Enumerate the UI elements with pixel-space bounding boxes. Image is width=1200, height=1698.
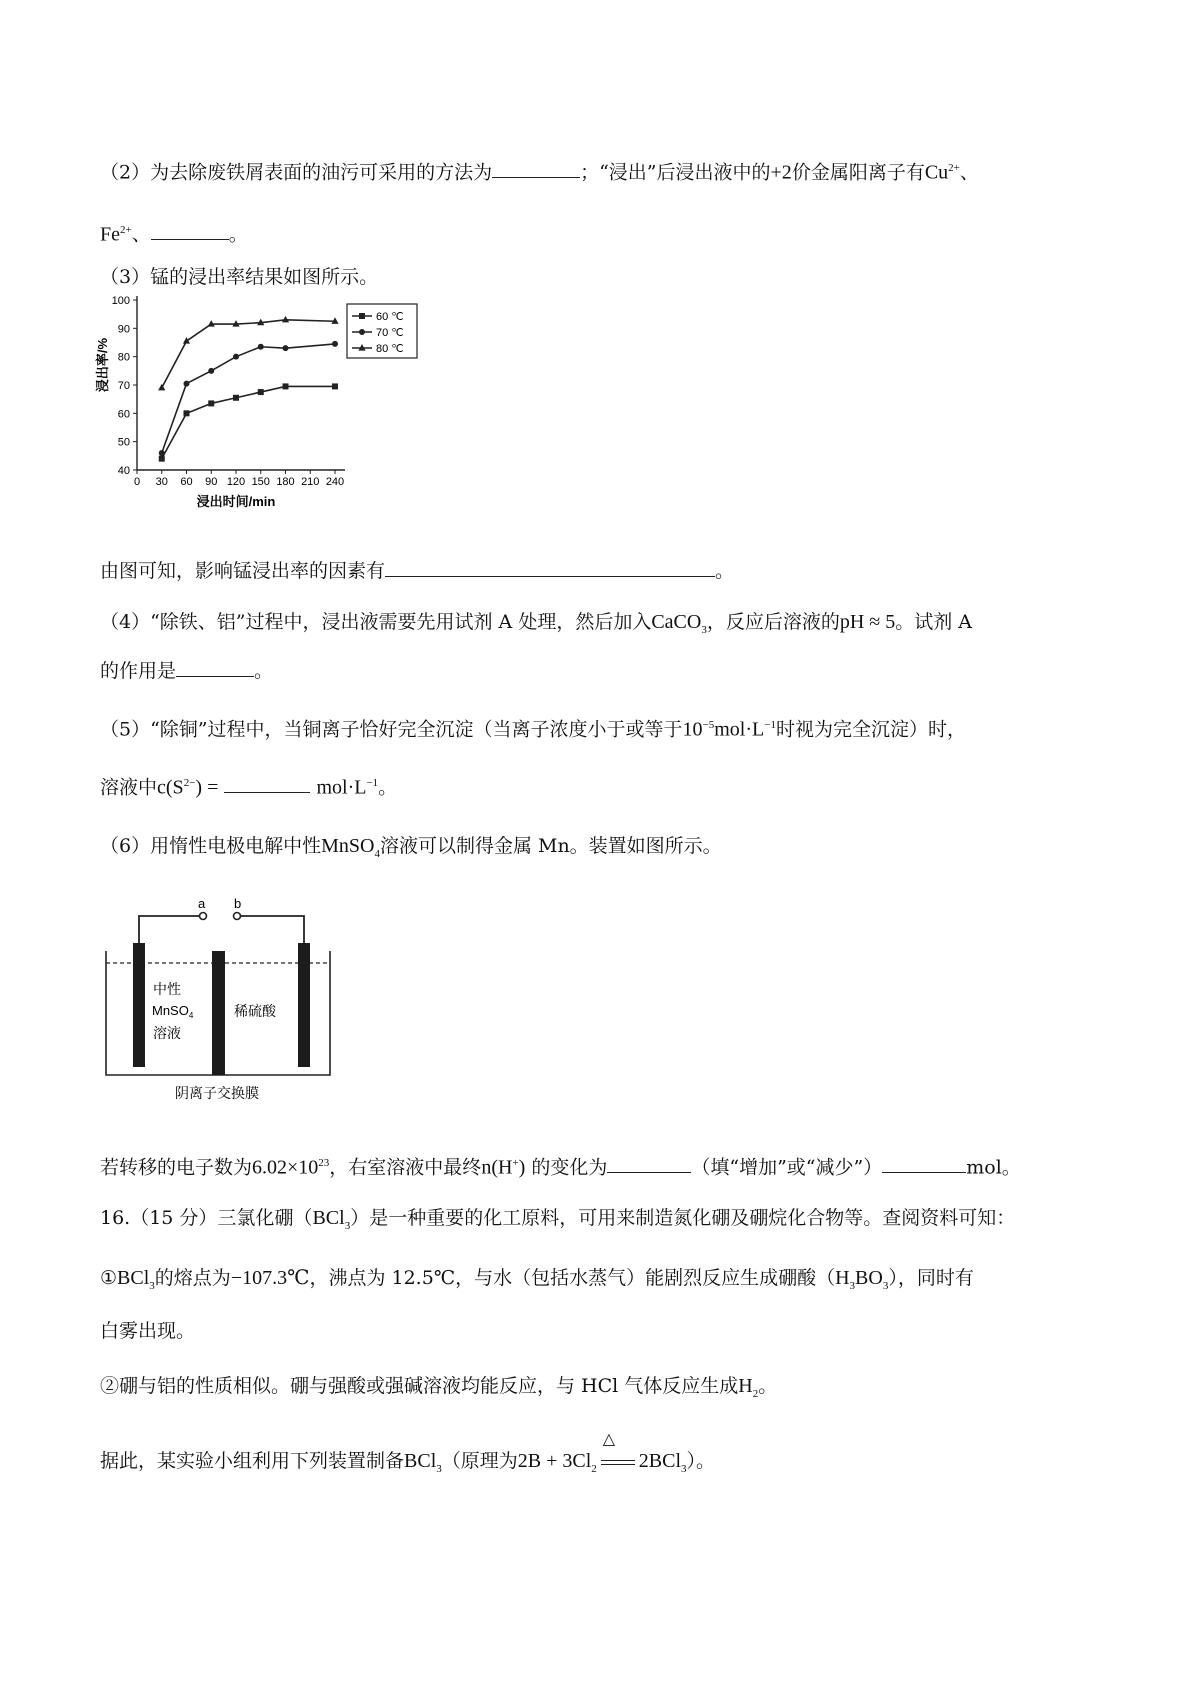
- data-point-s1: [208, 368, 214, 374]
- membrane-label: 阴离子交换膜: [175, 1085, 259, 1101]
- text: 、: [959, 161, 979, 184]
- text: 的熔点为: [154, 1267, 231, 1289]
- text: 。: [228, 223, 248, 246]
- answer-blank[interactable]: [151, 221, 229, 240]
- q4-line2: [100, 658, 273, 684]
- answer-blank[interactable]: [385, 558, 715, 577]
- answer-blank[interactable]: [176, 658, 254, 677]
- data-point-s1: [283, 345, 289, 351]
- q16-line-principle: [100, 1429, 716, 1482]
- formula: H: [835, 1267, 850, 1289]
- text: 。: [254, 660, 274, 682]
- legend-marker: [359, 329, 365, 335]
- answer-blank[interactable]: [882, 1154, 966, 1173]
- answer-blank[interactable]: [492, 159, 580, 178]
- legend-label: 70 ℃: [376, 327, 404, 339]
- superscript: 2−: [183, 777, 196, 789]
- y-tick-label: 70: [117, 380, 130, 392]
- left-chamber-label-3: 溶液: [153, 1025, 181, 1041]
- text: （填“增加”或“减少”）: [691, 1156, 883, 1179]
- charge: +2: [770, 161, 792, 184]
- terminal-a[interactable]: [200, 913, 207, 920]
- text: 由图可知，影响锰浸出率的因素有: [100, 560, 386, 582]
- formula: BCl: [117, 1267, 150, 1289]
- text: 溶液中: [100, 776, 158, 799]
- text: 的变化为: [531, 1156, 608, 1179]
- text: 价金属阳离子有: [791, 161, 925, 184]
- series-line-0: [162, 386, 335, 458]
- data-point-s0: [283, 383, 289, 389]
- q16-point1: [100, 1265, 974, 1299]
- text: ，沸点为 12.5℃，与水（包括水蒸气）能剧烈反应生成硼酸（: [309, 1267, 836, 1289]
- subscript: 3: [681, 1462, 687, 1475]
- text: mol。: [966, 1156, 1021, 1179]
- subscript: 3: [436, 1462, 442, 1475]
- text: （原理为: [441, 1450, 518, 1472]
- ion-charge: 2+: [120, 224, 132, 236]
- superscript: 23: [318, 1157, 330, 1169]
- subscript: 3: [882, 1279, 889, 1292]
- text: 。: [758, 1375, 778, 1397]
- answer-blank[interactable]: [224, 774, 310, 793]
- formula: c(S: [157, 776, 184, 799]
- x-tick-label: 180: [276, 476, 295, 488]
- right-chamber-label: 稀硫酸: [234, 1003, 276, 1019]
- ion: Cu: [924, 161, 949, 184]
- formula: BCl: [404, 1450, 437, 1472]
- q16-point2: [100, 1373, 777, 1407]
- q2-line2: [100, 217, 248, 247]
- y-tick-label: 40: [117, 465, 130, 477]
- q5-line2: [100, 770, 397, 800]
- terminal-b-label: b: [234, 896, 242, 911]
- formula: ) =: [195, 776, 219, 799]
- subscript: 3: [149, 1279, 155, 1292]
- text: ）是一种重要的化工原料，可用来制造氮化硼及硼烷化合物等。查阅资料可知：: [350, 1207, 1016, 1229]
- formula: n(H: [481, 1156, 513, 1179]
- formula: MnSO: [321, 835, 375, 857]
- data-point-s2: [158, 384, 165, 391]
- data-point-s0: [184, 410, 190, 416]
- chart-svg: [95, 292, 425, 550]
- formula: H: [738, 1375, 753, 1397]
- data-point-s1: [258, 344, 264, 350]
- y-tick-label: 80: [117, 351, 130, 364]
- text: 、: [131, 223, 151, 246]
- unit: mol·L: [714, 718, 765, 741]
- answer-blank[interactable]: [607, 1154, 691, 1173]
- legend-label: 60 ℃: [376, 311, 404, 323]
- text: （5）“除铜”过程中，当铜离子恰好完全沉淀（当离子浓度小于或等于: [100, 718, 683, 741]
- terminal-a-label: a: [198, 896, 206, 911]
- unit: mol·L: [316, 776, 367, 799]
- x-tick-label: 60: [180, 476, 193, 488]
- data-point-s0: [159, 456, 165, 462]
- q16-point1-cont: 白雾出现。: [100, 1320, 196, 1342]
- text: 。: [715, 560, 735, 582]
- legend-marker: [359, 313, 365, 319]
- text: ①: [100, 1267, 118, 1289]
- y-tick-label: 50: [117, 436, 130, 449]
- q2-line1: [100, 155, 979, 185]
- text: 。试剂 A: [895, 611, 973, 633]
- left-electrode: [133, 943, 145, 1067]
- superscript: −1: [366, 777, 379, 789]
- data-point-s2: [183, 337, 190, 344]
- x-axis-label: 浸出时间/min: [196, 494, 276, 509]
- x-tick-label: 0: [133, 476, 141, 488]
- terminal-b[interactable]: [234, 913, 241, 920]
- q3-line: [100, 558, 734, 584]
- formula: ): [518, 1156, 526, 1179]
- data-point-s1: [159, 450, 165, 456]
- subscript: 2: [591, 1462, 597, 1475]
- data-point-s1: [233, 354, 239, 360]
- legend-label: 80 ℃: [376, 343, 404, 355]
- formula: CaCO: [651, 611, 702, 633]
- text: （4）“除铁、铝”过程中，浸出液需要先用试剂 A 处理，然后加入: [100, 611, 652, 633]
- formula: 10: [682, 718, 703, 741]
- subscript: 3: [849, 1279, 856, 1292]
- data-point-s1: [332, 341, 338, 347]
- text: ），同时有: [888, 1267, 974, 1289]
- text: ，右室溶液中最终: [329, 1156, 482, 1179]
- x-tick-label: 120: [226, 476, 246, 488]
- anion-exchange-membrane: [212, 951, 225, 1075]
- x-tick-label: 30: [155, 476, 168, 488]
- text: 的作用是: [100, 660, 177, 682]
- left-chamber-label-2: MnSO$_4$: [152, 1003, 194, 1020]
- data-point-s0: [332, 383, 338, 389]
- text: ）。: [686, 1450, 716, 1472]
- superscript: −5: [702, 719, 715, 731]
- wire-right: [241, 916, 304, 943]
- text: 时视为完全沉淀）时，: [775, 718, 966, 741]
- formula: 2B + 3Cl: [517, 1450, 592, 1472]
- subscript: 3: [701, 623, 707, 636]
- subscript: 3: [344, 1219, 351, 1232]
- q6-line2: [100, 1150, 1021, 1180]
- formula: pH ≈ 5: [839, 611, 896, 633]
- x-tick-label: 150: [251, 476, 270, 488]
- leaching-chart: [95, 292, 425, 550]
- text: 若转移的电子数为: [100, 1156, 253, 1179]
- data-point-s0: [208, 400, 214, 406]
- x-tick-label: 240: [325, 476, 345, 488]
- text: 据此，某实验小组利用下列装置制备: [100, 1450, 405, 1472]
- q5-line1: [100, 712, 966, 742]
- data-point-s0: [258, 389, 264, 395]
- formula: 6.02×10: [252, 1156, 319, 1179]
- x-tick-label: 210: [301, 476, 320, 488]
- text: 。: [378, 776, 398, 799]
- text: ②硼与铝的性质相似。硼与强酸或强碱溶液均能反应，与 HCl 气体反应生成: [100, 1375, 739, 1397]
- x-tick-label: 90: [205, 476, 218, 488]
- text: ；“浸出”后浸出液中的: [580, 161, 771, 184]
- formula: BCl: [312, 1207, 345, 1229]
- q4-line1: [100, 609, 972, 643]
- data-point-s1: [184, 381, 190, 387]
- text: 16.（15 分）三氯化硼（: [100, 1207, 313, 1229]
- formula: −107.3℃: [230, 1267, 310, 1289]
- subscript: 2: [752, 1387, 759, 1400]
- superscript: −1: [764, 719, 776, 731]
- q16-line1: [100, 1205, 1015, 1239]
- y-tick-label: 100: [111, 295, 130, 307]
- reaction-condition: [597, 1429, 639, 1474]
- y-tick-label: 60: [117, 408, 130, 421]
- series-line-1: [162, 344, 335, 453]
- text: 溶液可以制得金属 Mn。装置如图所示。: [379, 835, 722, 857]
- data-point-s0: [233, 395, 239, 401]
- equals-sign: [601, 1460, 635, 1465]
- left-chamber-label-1: 中性: [153, 981, 181, 997]
- ion-charge: 2+: [948, 162, 960, 174]
- subscript: 4: [374, 847, 380, 860]
- y-tick-label: 90: [117, 323, 130, 336]
- text: ，反应后溶液的: [706, 611, 840, 633]
- electrolysis-cell-diagram: [100, 888, 340, 1113]
- heat-symbol: △: [602, 1429, 616, 1448]
- ion: Fe: [100, 223, 120, 246]
- superscript: +: [512, 1157, 519, 1169]
- text: （6）用惰性电极电解中性: [100, 835, 322, 857]
- formula: BO: [855, 1267, 883, 1289]
- series-line-2: [162, 320, 335, 388]
- y-axis-label: 浸出率/%: [95, 337, 110, 393]
- right-electrode: [298, 943, 310, 1067]
- q3-intro: （3）锰的浸出率结果如图所示。: [100, 266, 379, 288]
- wire-left: [139, 916, 199, 943]
- formula: 2BCl: [638, 1450, 682, 1472]
- text: （2）为去除废铁屑表面的油污可采用的方法为: [100, 161, 493, 184]
- q6-line1: [100, 833, 722, 867]
